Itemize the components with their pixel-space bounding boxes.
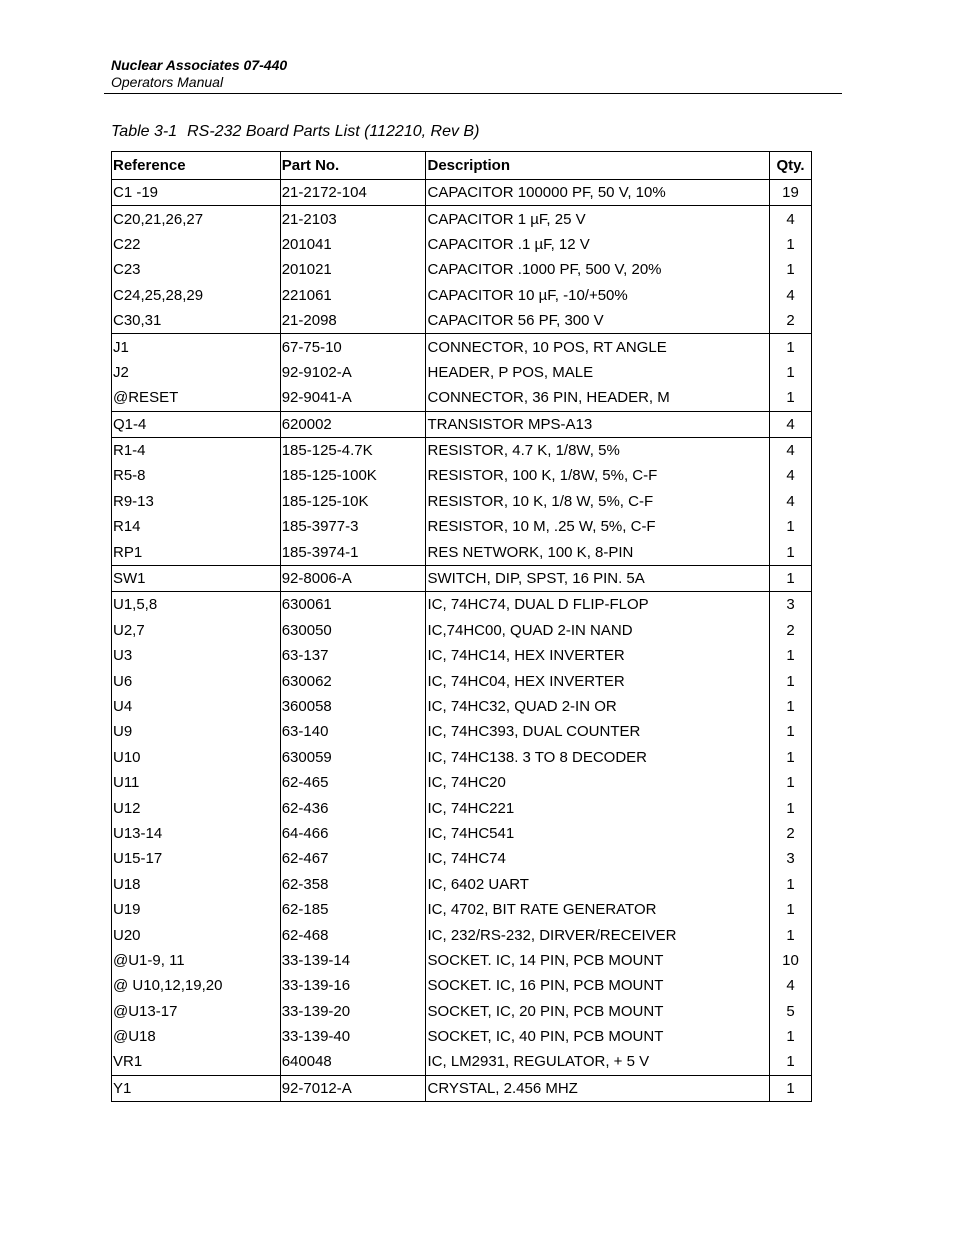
cell-description: CAPACITOR .1000 PF, 500 V, 20% (426, 257, 770, 282)
cell-description: SOCKET, IC, 40 PIN, PCB MOUNT (426, 1024, 770, 1049)
cell-part-no: 62-358 (280, 872, 426, 897)
cell-part-no: 201021 (280, 257, 426, 282)
cell-description: CAPACITOR 56 PF, 300 V (426, 308, 770, 334)
cell-qty: 4 (770, 437, 812, 463)
cell-reference: @U18 (112, 1024, 281, 1049)
cell-reference: U3 (112, 643, 281, 668)
table-row (112, 1049, 812, 1075)
cell-description: IC, 74HC221 (426, 795, 770, 820)
table-row (112, 257, 812, 282)
cell-part-no: 62-436 (280, 795, 426, 820)
cell-reference: U12 (112, 795, 281, 820)
table-row (112, 411, 812, 437)
table-row (112, 846, 812, 871)
cell-reference: C23 (112, 257, 281, 282)
table-row (112, 745, 812, 770)
document-subtitle: Operators Manual (111, 74, 224, 90)
cell-qty: 1 (770, 668, 812, 693)
table-row (112, 489, 812, 514)
cell-part-no: 360058 (280, 694, 426, 719)
cell-reference: VR1 (112, 1049, 281, 1075)
cell-qty: 4 (770, 206, 812, 232)
cell-qty: 19 (770, 180, 812, 206)
cell-reference: U19 (112, 897, 281, 922)
cell-description: SOCKET. IC, 14 PIN, PCB MOUNT (426, 948, 770, 973)
cell-qty: 1 (770, 385, 812, 411)
table-row (112, 770, 812, 795)
table-row (112, 643, 812, 668)
cell-description: IC, 74HC393, DUAL COUNTER (426, 719, 770, 744)
cell-description: HEADER, P POS, MALE (426, 360, 770, 385)
column-header-qty: Qty. (770, 152, 812, 180)
table-row (112, 360, 812, 385)
cell-part-no: 33-139-14 (280, 948, 426, 973)
cell-part-no: 67-75-10 (280, 334, 426, 360)
cell-reference: U1,5,8 (112, 592, 281, 618)
cell-part-no: 92-9102-A (280, 360, 426, 385)
cell-description: IC, 74HC541 (426, 821, 770, 846)
cell-qty: 4 (770, 463, 812, 488)
cell-qty: 1 (770, 1024, 812, 1049)
table-row (112, 1024, 812, 1049)
document-title: Nuclear Associates 07-440 (111, 57, 288, 73)
cell-reference: U11 (112, 770, 281, 795)
cell-description: IC, 232/RS-232, DIRVER/RECEIVER (426, 922, 770, 947)
cell-reference: C30,31 (112, 308, 281, 334)
table-row (112, 922, 812, 947)
cell-part-no: 33-139-16 (280, 973, 426, 998)
cell-description: TRANSISTOR MPS-A13 (426, 411, 770, 437)
cell-qty: 3 (770, 846, 812, 871)
cell-description: RESISTOR, 4.7 K, 1/8W, 5% (426, 437, 770, 463)
cell-reference: U15-17 (112, 846, 281, 871)
table-row (112, 385, 812, 411)
cell-description: IC, 6402 UART (426, 872, 770, 897)
cell-part-no: 63-137 (280, 643, 426, 668)
cell-reference: U9 (112, 719, 281, 744)
table-number: Table 3-1 (111, 123, 178, 140)
cell-part-no: 185-125-100K (280, 463, 426, 488)
column-header-description: Description (426, 152, 770, 180)
column-header-reference: Reference (112, 152, 281, 180)
cell-part-no: 62-468 (280, 922, 426, 947)
cell-reference: C22 (112, 232, 281, 257)
cell-reference: U6 (112, 668, 281, 693)
table-row (112, 618, 812, 643)
cell-reference: RP1 (112, 539, 281, 565)
table-row (112, 821, 812, 846)
cell-qty: 1 (770, 719, 812, 744)
cell-description: CRYSTAL, 2.456 MHZ (426, 1075, 770, 1101)
cell-reference: C20,21,26,27 (112, 206, 281, 232)
cell-description: IC, 74HC74 (426, 846, 770, 871)
cell-description: CAPACITOR 10 µF, -10/+50% (426, 283, 770, 308)
cell-description: SOCKET. IC, 16 PIN, PCB MOUNT (426, 973, 770, 998)
table-row (112, 872, 812, 897)
cell-description: IC,74HC00, QUAD 2-IN NAND (426, 618, 770, 643)
cell-reference: R1-4 (112, 437, 281, 463)
cell-qty: 1 (770, 643, 812, 668)
table-row (112, 948, 812, 973)
cell-reference: J2 (112, 360, 281, 385)
cell-description: IC, 74HC20 (426, 770, 770, 795)
cell-reference: U2,7 (112, 618, 281, 643)
cell-part-no: 62-467 (280, 846, 426, 871)
cell-part-no: 21-2098 (280, 308, 426, 334)
cell-part-no: 620002 (280, 411, 426, 437)
cell-part-no: 21-2103 (280, 206, 426, 232)
cell-reference: Y1 (112, 1075, 281, 1101)
cell-part-no: 185-3974-1 (280, 539, 426, 565)
table-row (112, 334, 812, 360)
cell-description: SOCKET, IC, 20 PIN, PCB MOUNT (426, 999, 770, 1024)
cell-reference: R9-13 (112, 489, 281, 514)
cell-part-no: 185-3977-3 (280, 514, 426, 539)
cell-description: IC, 74HC04, HEX INVERTER (426, 668, 770, 693)
parts-table (111, 151, 812, 1102)
cell-description: RESISTOR, 100 K, 1/8W, 5%, C-F (426, 463, 770, 488)
cell-part-no: 640048 (280, 1049, 426, 1075)
table-row (112, 973, 812, 998)
cell-qty: 4 (770, 489, 812, 514)
cell-description: IC, 74HC32, QUAD 2-IN OR (426, 694, 770, 719)
cell-qty: 4 (770, 283, 812, 308)
cell-part-no: 630059 (280, 745, 426, 770)
column-header-part-no: Part No. (280, 152, 426, 180)
cell-description: CONNECTOR, 36 PIN, HEADER, M (426, 385, 770, 411)
cell-qty: 4 (770, 411, 812, 437)
cell-reference: U13-14 (112, 821, 281, 846)
cell-description: CAPACITOR .1 µF, 12 V (426, 232, 770, 257)
cell-qty: 1 (770, 897, 812, 922)
cell-description: CAPACITOR 1 µF, 25 V (426, 206, 770, 232)
cell-qty: 2 (770, 821, 812, 846)
cell-reference: SW1 (112, 565, 281, 591)
cell-qty: 1 (770, 1049, 812, 1075)
cell-qty: 5 (770, 999, 812, 1024)
cell-part-no: 62-185 (280, 897, 426, 922)
table-row (112, 592, 812, 618)
cell-qty: 1 (770, 795, 812, 820)
cell-part-no: 92-8006-A (280, 565, 426, 591)
table-row (112, 180, 812, 206)
cell-description: RESISTOR, 10 K, 1/8 W, 5%, C-F (426, 489, 770, 514)
cell-part-no: 630050 (280, 618, 426, 643)
table-row (112, 719, 812, 744)
cell-qty: 2 (770, 308, 812, 334)
cell-reference: R14 (112, 514, 281, 539)
cell-qty: 1 (770, 565, 812, 591)
cell-qty: 1 (770, 1075, 812, 1101)
table-row (112, 1075, 812, 1101)
table-row (112, 668, 812, 693)
table-row (112, 539, 812, 565)
cell-reference: @ U10,12,19,20 (112, 973, 281, 998)
table-title: RS-232 Board Parts List (112210, Rev B) (187, 123, 480, 140)
cell-part-no: 92-9041-A (280, 385, 426, 411)
table-row (112, 999, 812, 1024)
cell-reference: U18 (112, 872, 281, 897)
cell-part-no: 630061 (280, 592, 426, 618)
cell-qty: 2 (770, 618, 812, 643)
table-row (112, 463, 812, 488)
table-row (112, 308, 812, 334)
cell-reference: C24,25,28,29 (112, 283, 281, 308)
page-header (111, 57, 842, 91)
table-row (112, 283, 812, 308)
cell-part-no: 64-466 (280, 821, 426, 846)
cell-part-no: 630062 (280, 668, 426, 693)
cell-description: CAPACITOR 100000 PF, 50 V, 10% (426, 180, 770, 206)
cell-part-no: 62-465 (280, 770, 426, 795)
cell-reference: U10 (112, 745, 281, 770)
cell-description: IC, 74HC138. 3 TO 8 DECODER (426, 745, 770, 770)
table-row (112, 437, 812, 463)
cell-qty: 1 (770, 514, 812, 539)
cell-description: RES NETWORK, 100 K, 8-PIN (426, 539, 770, 565)
cell-part-no: 92-7012-A (280, 1075, 426, 1101)
table-row (112, 565, 812, 591)
cell-qty: 1 (770, 232, 812, 257)
table-row (112, 206, 812, 232)
cell-part-no: 185-125-4.7K (280, 437, 426, 463)
cell-qty: 1 (770, 539, 812, 565)
cell-reference: U4 (112, 694, 281, 719)
table-caption (111, 123, 479, 141)
cell-description: IC, LM2931, REGULATOR, + 5 V (426, 1049, 770, 1075)
cell-part-no: 221061 (280, 283, 426, 308)
cell-qty: 1 (770, 360, 812, 385)
cell-part-no: 33-139-40 (280, 1024, 426, 1049)
cell-reference: @U13-17 (112, 999, 281, 1024)
cell-part-no: 201041 (280, 232, 426, 257)
table-row (112, 514, 812, 539)
cell-qty: 1 (770, 694, 812, 719)
cell-reference: R5-8 (112, 463, 281, 488)
table-row (112, 897, 812, 922)
cell-qty: 4 (770, 973, 812, 998)
cell-reference: @U1-9, 11 (112, 948, 281, 973)
table-row (112, 694, 812, 719)
cell-qty: 1 (770, 922, 812, 947)
cell-description: IC, 4702, BIT RATE GENERATOR (426, 897, 770, 922)
cell-part-no: 33-139-20 (280, 999, 426, 1024)
cell-part-no: 63-140 (280, 719, 426, 744)
cell-description: IC, 74HC74, DUAL D FLIP-FLOP (426, 592, 770, 618)
cell-qty: 1 (770, 257, 812, 282)
cell-qty: 1 (770, 872, 812, 897)
cell-reference: Q1-4 (112, 411, 281, 437)
cell-qty: 1 (770, 745, 812, 770)
cell-qty: 1 (770, 334, 812, 360)
header-divider (104, 93, 842, 94)
cell-description: SWITCH, DIP, SPST, 16 PIN. 5A (426, 565, 770, 591)
cell-reference: C1 -19 (112, 180, 281, 206)
cell-description: RESISTOR, 10 M, .25 W, 5%, C-F (426, 514, 770, 539)
cell-qty: 3 (770, 592, 812, 618)
cell-part-no: 185-125-10K (280, 489, 426, 514)
cell-reference: J1 (112, 334, 281, 360)
cell-qty: 10 (770, 948, 812, 973)
cell-reference: @RESET (112, 385, 281, 411)
cell-description: IC, 74HC14, HEX INVERTER (426, 643, 770, 668)
table-row (112, 795, 812, 820)
cell-part-no: 21-2172-104 (280, 180, 426, 206)
cell-description: CONNECTOR, 10 POS, RT ANGLE (426, 334, 770, 360)
cell-qty: 1 (770, 770, 812, 795)
cell-reference: U20 (112, 922, 281, 947)
table-row (112, 232, 812, 257)
table-header-row (112, 152, 812, 180)
